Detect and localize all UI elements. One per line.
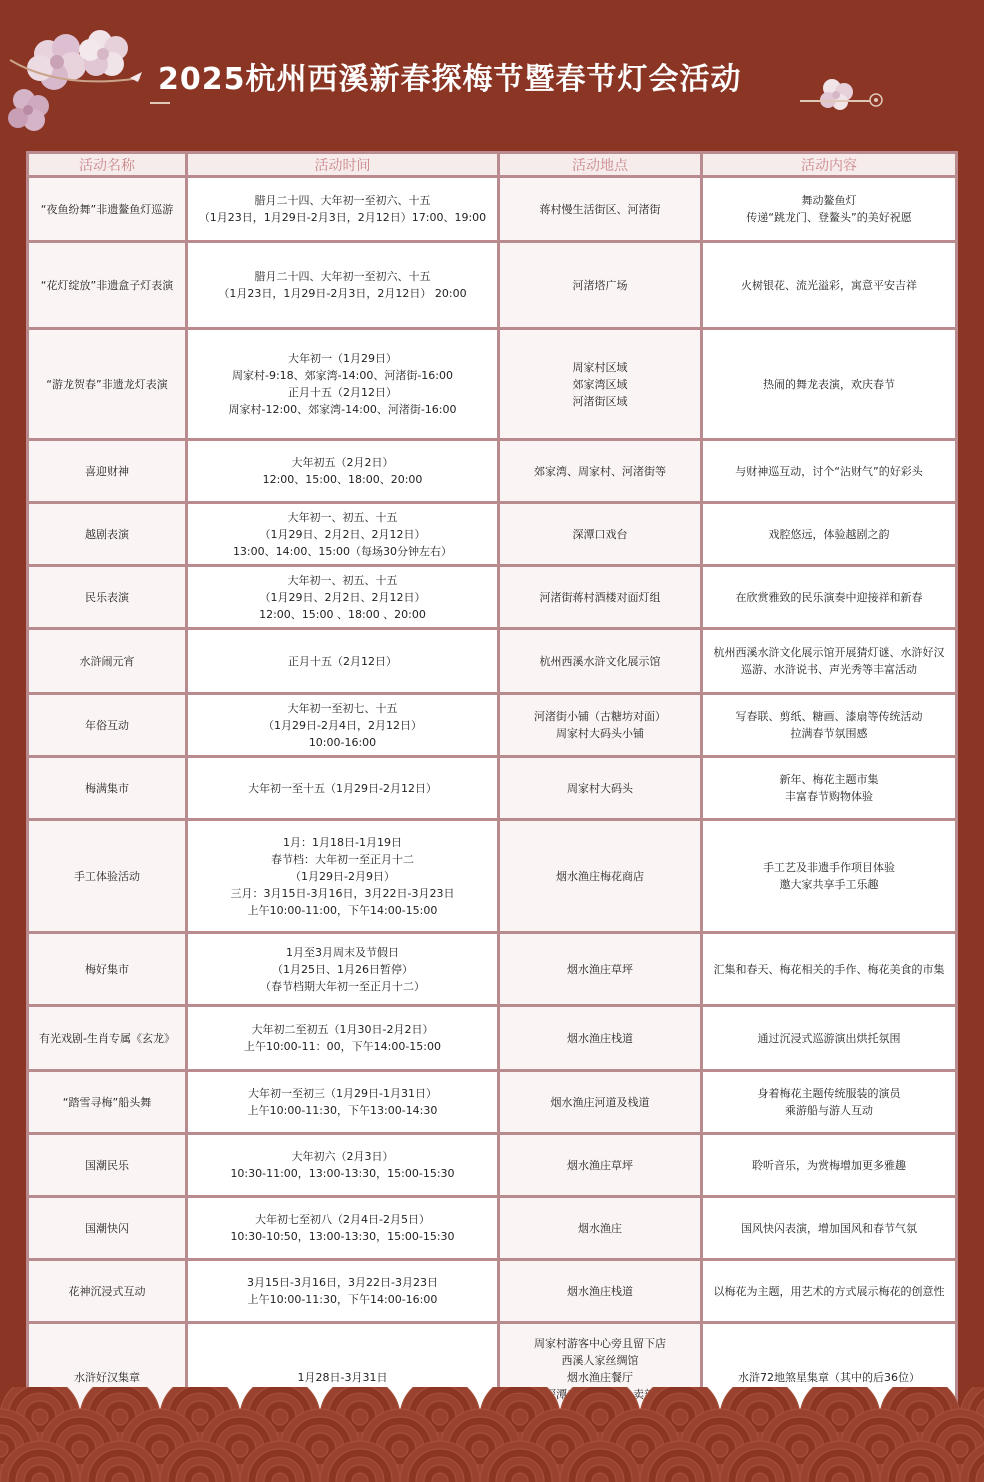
- plum-blossom-icon: [8, 89, 49, 131]
- activity-time-cell: [188, 178, 497, 240]
- place-line: 烟水渔庄河道及栈道: [550, 1095, 650, 1109]
- activity-time-cell: [188, 1135, 497, 1195]
- activity-name-cell: [29, 243, 185, 327]
- content-line: 乘游船与游人互动: [785, 1104, 873, 1117]
- content-line: 传递“跳龙门、登鳌头”的美好祝愿: [746, 211, 912, 224]
- activity-time-cell: [188, 441, 497, 501]
- header-activity-content: 活动内容: [703, 154, 955, 175]
- time-line: 腊月二十四、大年初一至初六、十五: [254, 194, 431, 207]
- activity-place-cell: [500, 441, 700, 501]
- time-line: 上午10:00-11:30，下午14:00-16:00: [247, 1293, 438, 1306]
- plum-blossom-icon: [27, 34, 86, 90]
- content-line: 邀大家共享手工乐趣: [779, 878, 879, 891]
- activity-name-cell: [29, 441, 185, 501]
- time-line: （1月29日-2月4日，2月12日）: [263, 718, 422, 732]
- activity-time-cell: [188, 695, 497, 755]
- place-line: 烟水渔庄栈道: [567, 1284, 633, 1298]
- time-line: 上午10:00-11:30，下午13:00-14:30: [247, 1104, 438, 1117]
- activity-time-cell: [188, 567, 497, 627]
- place-line: 杭州西溪水浒文化展示馆: [539, 654, 661, 668]
- activity-name-cell: [29, 178, 185, 240]
- activity-place-cell: [500, 1072, 700, 1132]
- time-line: （春节档期大年初一至正月十二）: [260, 979, 425, 993]
- activity-time-cell: [188, 1007, 497, 1069]
- activity-name-cell: [29, 504, 185, 564]
- place-line: 周家村区域: [572, 360, 628, 374]
- content-line: 与财神巡互动，讨个“沾财气”的好彩头: [735, 464, 923, 478]
- table-row: [29, 567, 955, 627]
- activity-content-cell: [703, 695, 955, 755]
- time-line: 大年初一至十五（1月29日-2月12日）: [248, 781, 437, 795]
- activity-name: 有光戏剧-生肖专属《玄龙》: [39, 1031, 175, 1045]
- place-line: 烟水渔庄草坪: [567, 1158, 633, 1172]
- activity-name: “游龙贺春”非遗龙灯表演: [46, 377, 168, 391]
- place-line: 深潭口戏台: [572, 527, 628, 541]
- time-line: 10:30-11:00，13:00-13:30，15:00-15:30: [230, 1167, 455, 1180]
- header-activity-name: 活动名称: [29, 154, 185, 175]
- activity-name: 梅满集市: [85, 781, 129, 795]
- time-line: 大年初五（2月2日）: [291, 456, 394, 469]
- activity-name: “踏雪寻梅”船头舞: [62, 1095, 152, 1109]
- activity-place-cell: [500, 504, 700, 564]
- table-row: [29, 243, 955, 327]
- activity-name: 花神沉浸式互动: [68, 1284, 146, 1298]
- activity-place-cell: [500, 567, 700, 627]
- table-row: [29, 695, 955, 755]
- content-line: 巡游、水浒说书、声光秀等丰富活动: [741, 663, 917, 676]
- content-line: 写春联、剪纸、糖画、漆扇等传统活动: [735, 710, 923, 723]
- time-line: 上午10:00-11:00，下午14:00-15:00: [247, 903, 438, 917]
- activity-name: 国潮民乐: [85, 1158, 129, 1172]
- activity-place-cell: [500, 1135, 700, 1195]
- activity-place-cell: [500, 330, 700, 438]
- activity-content-cell: [703, 504, 955, 564]
- place-line: 河渚塔广场: [572, 278, 628, 292]
- time-line: （1月29日、2月2日、2月12日）: [259, 527, 426, 541]
- activity-name-cell: [29, 567, 185, 627]
- activity-schedule-table: [26, 151, 958, 1433]
- activity-name-cell: [29, 821, 185, 931]
- time-line: （1月23日，1月29日-2月3日，2月12日）17:00、19:00: [198, 211, 487, 224]
- activity-content-cell: [703, 821, 955, 931]
- activity-content-cell: [703, 1198, 955, 1258]
- content-line: 国风快闪表演，增加国风和春节气氛: [741, 1221, 917, 1235]
- activity-name-cell: [29, 1261, 185, 1321]
- activity-name: 年俗互动: [85, 718, 129, 732]
- activity-time-cell: [188, 1072, 497, 1132]
- time-line: 周家村-12:00、郊家湾-14:00、河渚街-16:00: [228, 403, 457, 416]
- activity-name-cell: [29, 1198, 185, 1258]
- place-line: 烟水渔庄餐厅: [567, 1370, 633, 1384]
- time-line: （1月25日、1月26日暂停）: [272, 962, 413, 976]
- place-line: 郊家湾区域: [572, 377, 628, 391]
- activity-place-cell: [500, 758, 700, 818]
- place-line: 河渚街区域: [572, 394, 628, 408]
- activity-content-cell: [703, 1135, 955, 1195]
- activity-time-cell: [188, 630, 497, 692]
- table-row: [29, 630, 955, 692]
- activity-name-cell: [29, 695, 185, 755]
- table-row: [29, 821, 955, 931]
- activity-content-cell: [703, 567, 955, 627]
- place-line: 烟水渔庄草坪: [567, 962, 633, 976]
- time-line: 大年初一至初七、十五: [287, 701, 398, 715]
- place-line: 烟水渔庄栈道: [567, 1031, 633, 1045]
- time-line: 正月十五（2月12日）: [288, 654, 397, 668]
- place-line: 河渚街蒋村酒楼对面灯组: [539, 590, 661, 604]
- activity-place-cell: [500, 178, 700, 240]
- activity-place-cell: [500, 934, 700, 1004]
- time-line: 大年初七至初八（2月4日-2月5日）: [255, 1213, 430, 1226]
- content-line: 丰富春节购物体验: [785, 790, 873, 803]
- time-line: 大年初二至初五（1月30日-2月2日）: [251, 1023, 434, 1036]
- activity-place-cell: [500, 630, 700, 692]
- title-rule-left: [150, 102, 170, 104]
- content-line: 聆听音乐，为赏梅增加更多雅趣: [752, 1158, 906, 1172]
- place-line: 周家村大码头: [567, 781, 633, 795]
- header-activity-place: 活动地点: [500, 154, 700, 175]
- activity-name: 喜迎财神: [85, 464, 129, 478]
- poster-header: [0, 0, 984, 150]
- activity-name-cell: [29, 1072, 185, 1132]
- activity-time-cell: [188, 758, 497, 818]
- activity-name: “花灯绽放”非遗盒子灯表演: [40, 278, 174, 292]
- time-line: 10:30-10:50，13:00-13:30，15:00-15:30: [230, 1230, 455, 1243]
- time-line: 1月28日-3月31日: [297, 1370, 388, 1384]
- activity-time-cell: [188, 243, 497, 327]
- place-line: 烟水渔庄梅花商店: [556, 869, 644, 883]
- content-line: 新年、梅花主题市集: [779, 773, 879, 786]
- poster-title: 2025杭州西溪新春探梅节暨春节灯会活动: [158, 62, 742, 97]
- activity-content-cell: [703, 441, 955, 501]
- time-line: 12:00、15:00、18:00、20:00: [262, 473, 423, 486]
- time-line: 1月至3月周末及节假日: [286, 945, 399, 959]
- activity-name-cell: [29, 1135, 185, 1195]
- time-line: 10:00-16:00: [308, 735, 377, 749]
- place-line: 周家村大码头小铺: [556, 727, 644, 740]
- table-row: [29, 1007, 955, 1069]
- activity-place-cell: [500, 695, 700, 755]
- content-line: 舞动鳌鱼灯: [801, 194, 857, 207]
- activity-content-cell: [703, 1072, 955, 1132]
- content-line: 杭州西溪水浒文化展示馆开展猜灯谜、水浒好汉: [713, 646, 945, 659]
- circle-ornament-icon: [866, 90, 886, 110]
- activity-time-cell: [188, 1261, 497, 1321]
- activity-place-cell: [500, 1198, 700, 1258]
- table-row: [29, 1072, 955, 1132]
- table-row: [29, 441, 955, 501]
- time-line: （1月29日、2月2日、2月12日）: [259, 590, 426, 604]
- activity-name: 水浒闹元宵: [79, 654, 135, 668]
- time-line: 周家村-9:18、郊家湾-14:00、河渚街-16:00: [231, 369, 453, 382]
- activity-name: “夜鱼纷舞”非遗鳌鱼灯巡游: [40, 202, 174, 216]
- table-row: [29, 178, 955, 240]
- title-rule-right: [800, 100, 870, 102]
- time-line: （1月29日-2月9日）: [290, 869, 395, 883]
- time-line: 三月：3月15日-3月16日，3月22日-3月23日: [230, 886, 455, 900]
- table-row: [29, 1198, 955, 1258]
- activity-place-cell: [500, 1007, 700, 1069]
- content-line: 拉满春节氛围感: [790, 727, 868, 740]
- table-row: [29, 1135, 955, 1195]
- table-header-row: [29, 154, 955, 175]
- content-line: 以梅花为主题，用艺术的方式展示梅花的创意性: [713, 1284, 945, 1298]
- time-line: 上午10:00-11：00，下午14:00-15:00: [243, 1040, 442, 1053]
- activity-content-cell: [703, 1261, 955, 1321]
- table-row: [29, 1261, 955, 1321]
- activity-content-cell: [703, 934, 955, 1004]
- place-line: 郊家湾、周家村、河渚街等: [534, 464, 666, 478]
- time-line: 腊月二十四、大年初一至初六、十五: [254, 270, 431, 283]
- time-line: 正月十五（2月12日）: [288, 386, 397, 399]
- time-line: 大年初六（2月3日）: [291, 1150, 394, 1163]
- place-line: 西溪人家丝绸馆: [561, 1353, 639, 1367]
- activity-content-cell: [703, 330, 955, 438]
- activity-time-cell: [188, 821, 497, 931]
- activity-content-cell: [703, 178, 955, 240]
- activity-name: 越剧表演: [85, 527, 129, 541]
- time-line: 1月：1月18日-1月19日: [283, 835, 402, 849]
- activity-content-cell: [703, 630, 955, 692]
- activity-time-cell: [188, 330, 497, 438]
- table-row: [29, 758, 955, 818]
- time-line: 春节档：大年初一至正月十二: [271, 852, 414, 866]
- time-line: （1月23日，1月29日-2月3日，2月12日） 20:00: [218, 287, 467, 300]
- time-line: 大年初一至初三（1月29日-1月31日）: [248, 1087, 437, 1100]
- activity-place-cell: [500, 1261, 700, 1321]
- place-line: 烟水渔庄: [578, 1221, 622, 1235]
- activity-name-cell: [29, 758, 185, 818]
- wave-pattern-footer: [0, 1387, 984, 1482]
- activity-content-cell: [703, 1007, 955, 1069]
- activity-name-cell: [29, 630, 185, 692]
- activity-name: 水浒好汉集章: [74, 1370, 140, 1384]
- activity-name-cell: [29, 1007, 185, 1069]
- place-line: 蒋村慢生活街区、河渚街: [539, 202, 661, 216]
- content-line: 汇集和春天、梅花相关的手作、梅花美食的市集: [713, 962, 945, 976]
- table-row: [29, 330, 955, 438]
- activity-content-cell: [703, 758, 955, 818]
- content-line: 热闹的舞龙表演，欢庆春节: [763, 377, 895, 391]
- table-row: [29, 934, 955, 1004]
- activity-time-cell: [188, 1198, 497, 1258]
- time-line: 3月15日-3月16日，3月22日-3月23日: [247, 1276, 438, 1289]
- activity-time-cell: [188, 504, 497, 564]
- wave-pattern-icon: [0, 1387, 984, 1482]
- content-line: 手工艺及非遗手作项目体验: [763, 861, 895, 874]
- header-activity-time: 活动时间: [188, 154, 497, 175]
- content-line: 水浒72地煞星集章（其中的后36位）: [738, 1370, 920, 1384]
- activity-content-cell: [703, 243, 955, 327]
- activity-name: 手工体验活动: [74, 869, 140, 883]
- place-line: 河渚街小铺（古糖坊对面）: [534, 710, 666, 723]
- activity-name: 国潮快闪: [85, 1221, 129, 1235]
- time-line: 13:00、14:00、15:00（每场30分钟左右）: [232, 544, 453, 558]
- time-line: 大年初一（1月29日）: [288, 352, 397, 365]
- place-line: 周家村游客中心旁且留下店: [534, 1336, 666, 1350]
- plum-blossom-icon: [820, 79, 853, 110]
- time-line: 大年初一、初五、十五: [287, 573, 398, 587]
- activity-name-cell: [29, 330, 185, 438]
- activity-name-cell: [29, 934, 185, 1004]
- content-line: 在欣赏雅致的民乐演奏中迎接祥和新春: [735, 590, 923, 604]
- activity-place-cell: [500, 821, 700, 931]
- activity-name: 梅好集市: [85, 962, 129, 976]
- content-line: 戏腔悠远，体验越剧之韵: [768, 527, 890, 541]
- activity-name: 民乐表演: [85, 590, 129, 604]
- content-line: 火树银花、流光溢彩，寓意平安吉祥: [741, 278, 917, 292]
- content-line: 通过沉浸式巡游演出烘托氛围: [757, 1031, 901, 1045]
- plum-blossom-icon: [79, 30, 128, 76]
- time-line: 大年初一、初五、十五: [287, 510, 398, 524]
- activity-place-cell: [500, 243, 700, 327]
- activity-time-cell: [188, 934, 497, 1004]
- time-line: 12:00、15:00 、18:00 、20:00: [259, 607, 426, 621]
- content-line: 身着梅花主题传统服装的演员: [757, 1087, 901, 1100]
- table-row: [29, 504, 955, 564]
